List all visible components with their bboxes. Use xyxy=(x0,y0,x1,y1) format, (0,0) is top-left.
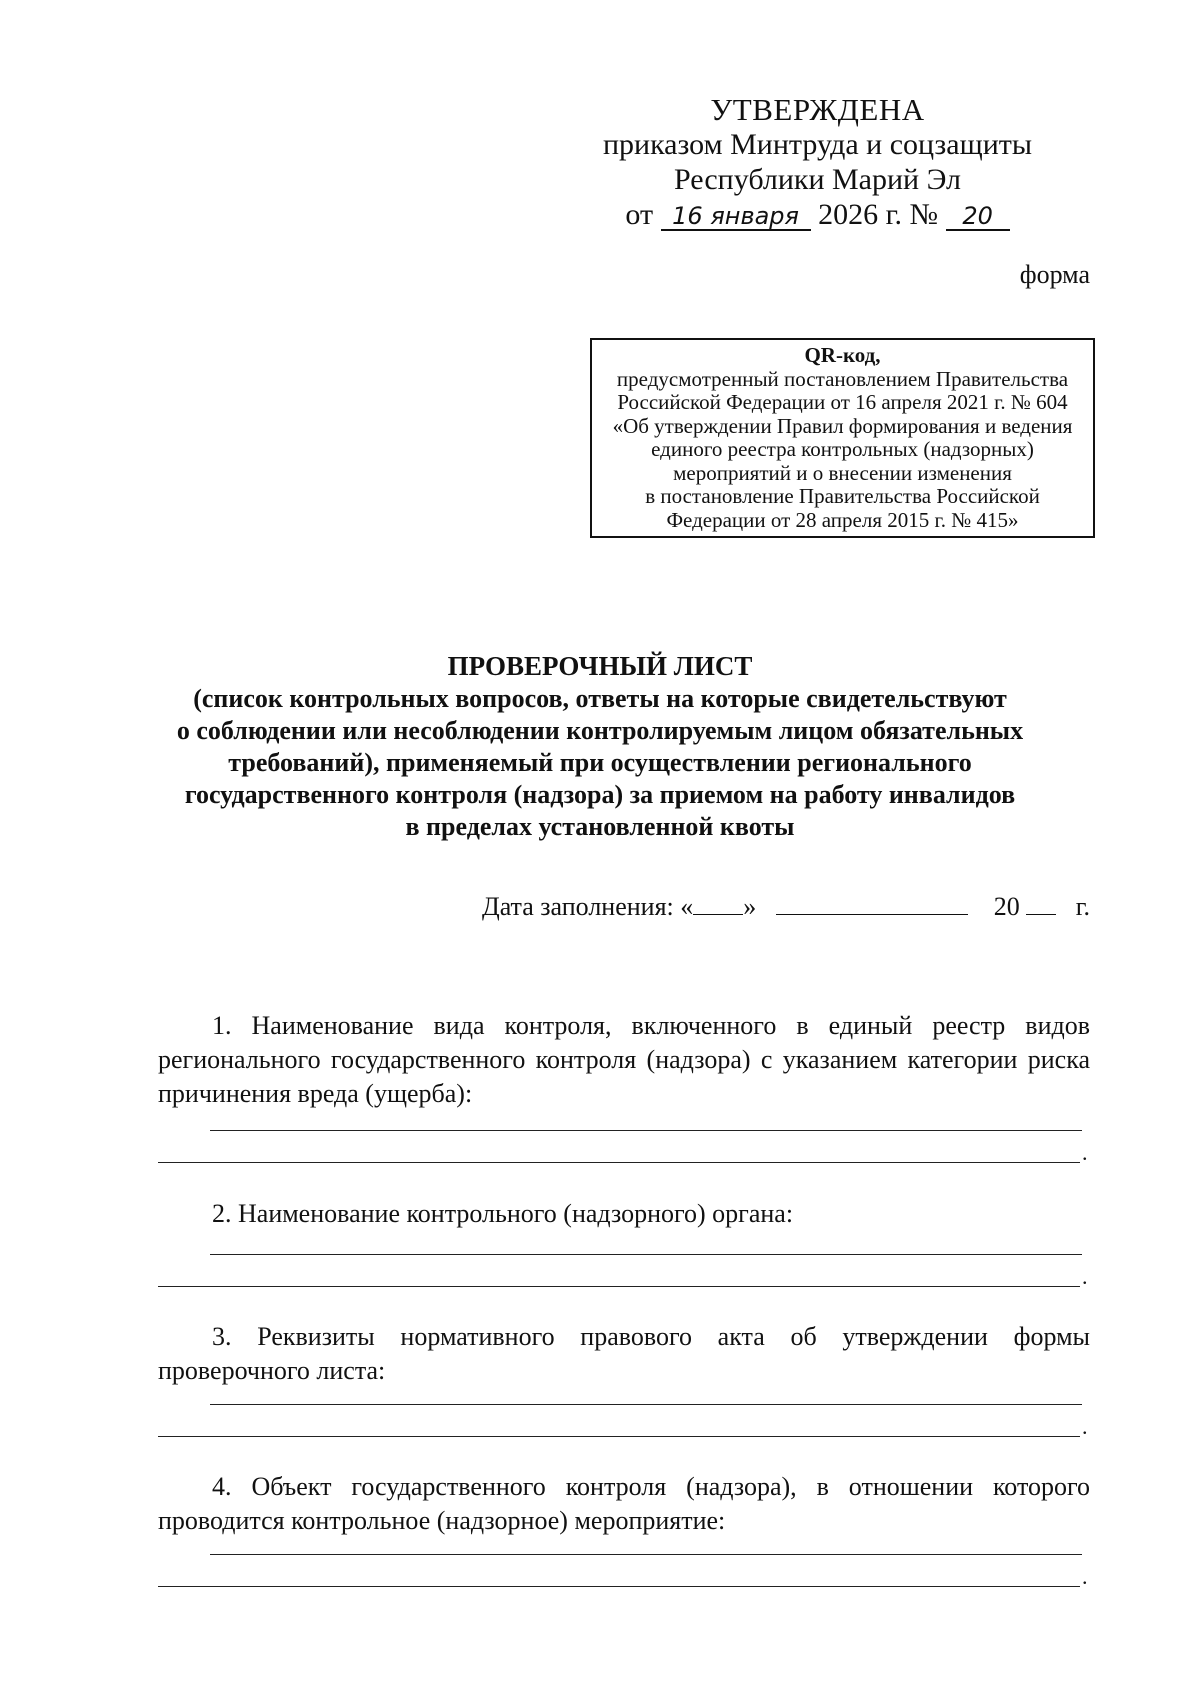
section-4-answer-line-1[interactable] xyxy=(210,1554,1082,1555)
approval-line-1: приказом Минтруда и соцзащиты xyxy=(602,128,1033,161)
approval-year-text: 2026 г. № xyxy=(818,198,939,231)
section-4-answer-line-2[interactable] xyxy=(158,1586,1080,1587)
section-4-text: 4. Объект государственного контроля (надзора), в отношении которого проводится контрольное (надзорное) мероприятие: xyxy=(158,1472,1090,1535)
section-2-answer-line-1[interactable] xyxy=(210,1254,1082,1255)
qr-line: в постановление Правительства Российской xyxy=(645,484,1040,508)
section-3-end-mark: . xyxy=(1082,1414,1088,1439)
section-1-end-mark: . xyxy=(1082,1140,1088,1165)
heading-line: государственного контроля (надзора) за приемом на работу инвалидов xyxy=(184,780,1016,809)
qr-line: мероприятий и о внесении изменения xyxy=(673,460,1012,485)
section-3-answer-line-1[interactable] xyxy=(210,1404,1082,1405)
heading-line: в пределах установленной квоты xyxy=(405,812,795,841)
section-1-text: 1. Наименование вида контроля, включенного в единый реестр видов регионального государственного контроля (надзора) с указанием категории риска причинения вреда (ущерба): xyxy=(158,1011,1090,1108)
section-4 xyxy=(158,1470,1090,1538)
section-2-text: 2. Наименование контрольного (надзорного) органа: xyxy=(212,1199,794,1228)
fill-date-month-blank[interactable] xyxy=(776,892,968,915)
section-4-end-mark: . xyxy=(1082,1564,1088,1589)
qr-title: QR-код, xyxy=(804,343,881,367)
form-label: форма xyxy=(1019,260,1090,289)
section-2-end-mark: . xyxy=(1082,1264,1088,1289)
fill-date-label: Дата заполнения: « xyxy=(481,892,694,921)
approval-from-label: от xyxy=(625,198,654,231)
qr-line: единого реестра контрольных (надзорных) xyxy=(651,437,1034,461)
heading-line: о соблюдении или несоблюдении контролируемым лицом обязательных xyxy=(176,716,1024,745)
heading-line: требований), применяемый при осуществлении регионального xyxy=(228,748,972,777)
section-1-answer-line-2[interactable] xyxy=(158,1162,1080,1163)
fill-date-century: 20 xyxy=(993,892,1020,921)
qr-line: «Об утверждении Правил формирования и ведения xyxy=(612,413,1073,438)
section-1-answer-line-1[interactable] xyxy=(210,1130,1082,1131)
section-3 xyxy=(158,1320,1090,1388)
fill-date-year-suffix: г. xyxy=(1075,892,1090,921)
qr-line: Федерации от 28 апреля 2015 г. № 415» xyxy=(666,507,1019,532)
section-3-answer-line-2[interactable] xyxy=(158,1436,1080,1437)
section-1 xyxy=(158,1009,1090,1111)
approval-title: УТВЕРЖДЕНА xyxy=(710,92,925,127)
approval-line-2: Республики Марий Эл xyxy=(674,163,961,196)
heading-line: (список контрольных вопросов, ответы на которые свидетельствуют xyxy=(193,684,1007,713)
approval-number-handwritten: 20 xyxy=(946,203,1010,231)
section-2 xyxy=(158,1197,1090,1231)
fill-date-year-blank[interactable] xyxy=(1026,892,1056,915)
approval-date-line xyxy=(560,197,1075,232)
document-heading xyxy=(150,650,1050,843)
approval-block xyxy=(560,92,1075,232)
qr-code-box xyxy=(590,338,1095,538)
fill-date-close-quote: » xyxy=(743,892,757,921)
fill-date-day-blank[interactable] xyxy=(693,892,743,915)
fill-date-row xyxy=(482,892,1090,922)
qr-line: предусмотренный постановлением Правительства xyxy=(616,366,1069,391)
section-2-answer-line-2[interactable] xyxy=(158,1286,1080,1287)
approval-date-handwritten: 16 января xyxy=(661,203,811,231)
qr-line: Российской Федерации от 16 апреля 2021 г. № 604 xyxy=(617,390,1068,414)
document-title: ПРОВЕРОЧНЫЙ ЛИСТ xyxy=(447,651,753,681)
section-3-text: 3. Реквизиты нормативного правового акта об утверждении формы проверочного листа: xyxy=(158,1322,1090,1385)
